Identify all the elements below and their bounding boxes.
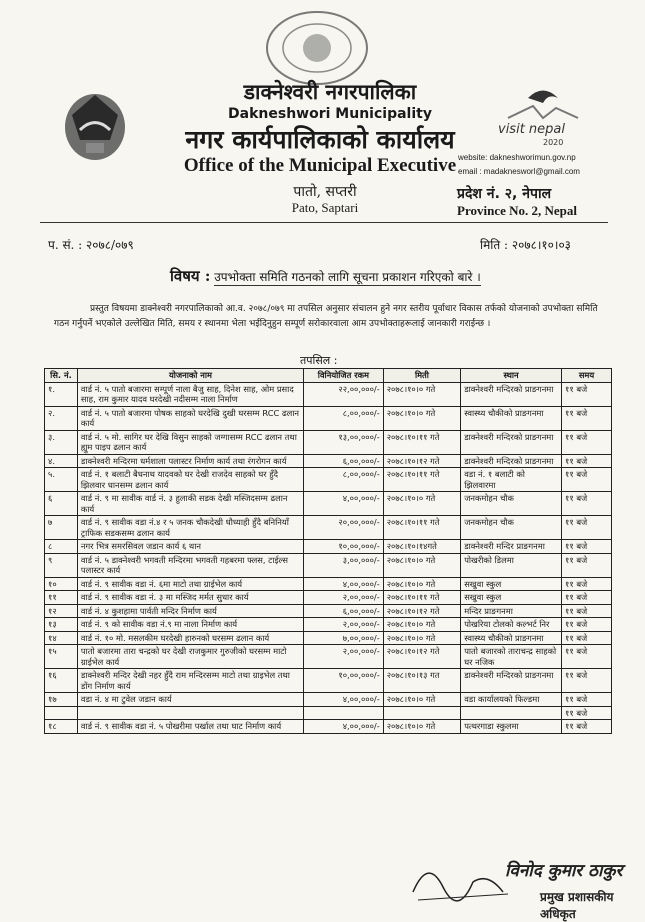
letter-body: प्रस्तुत विषयमा डाक्नेश्वरी नगरपालिकाको आ.व. २०७८/०७९ मा तपसिल अनुसार संचालन हुने नगर स्तरीय पूर्वाधार विकास तर्फको योजनाको उपभोक्ता समिति गठन गर्नुपर्ने भएकोले उल्लेखित मिति, समय र स्थानमा भेला भईदिनुहुन सम्पूर्ण सरोकारवाला आम उपभोक्ताहरूलाई जानकारी गराईन्छ । <box>54 304 598 329</box>
cell-amount: ६,००,०००/- <box>304 454 384 468</box>
cell-date: २०७८।१०।१२ गते <box>383 454 461 468</box>
cell-place: मन्दिर प्राङगनमा <box>461 604 562 618</box>
table-row <box>45 631 612 645</box>
header-time: समय <box>562 369 612 383</box>
cell-project-name: डाक्नेश्वरी मन्दिरमा धर्मशाला पलास्टर निर्माण कार्य तथा रंगरोगन कार्य <box>77 454 303 468</box>
table-row <box>45 604 612 618</box>
cell-date: २०७८।१०।० गते <box>383 618 461 632</box>
cell-place: सखुवा स्कुल <box>461 591 562 605</box>
cell-date: २०७८।१०।१४गते <box>383 540 461 554</box>
header-date: मिती <box>383 369 461 383</box>
cell-place: पातो बजारको ताराचन्द्र साहको घर नजिक <box>461 645 562 669</box>
office-name-np: नगर कार्यपालिकाको कार्यालय <box>185 125 455 154</box>
cell-time: ११ बजे <box>562 645 612 669</box>
table-row <box>45 540 612 554</box>
cell-time: ११ बजे <box>562 577 612 591</box>
cell-date <box>383 706 461 720</box>
cell-sn: ६ <box>45 492 78 516</box>
cell-place: वडा कार्यालयको फिल्डमा <box>461 693 562 707</box>
visit-logo-text: visit nepal <box>498 122 565 137</box>
cell-place: पोखरिया टोलको कल्भर्ट निर <box>461 618 562 632</box>
cell-amount: ४,००,०००/- <box>304 492 384 516</box>
cell-sn: १२ <box>45 604 78 618</box>
visit-logo-year: 2020 <box>543 138 564 147</box>
cell-place: डाक्नेश्वरी मन्दिरको प्राङगनमा <box>461 382 562 406</box>
cell-project-name: वार्ड नं. ९ सावीक वडा नं. ६मा माटो तथा ग्राईभेल कार्य <box>77 577 303 591</box>
cell-amount: १०,००,०००/- <box>304 669 384 693</box>
cell-project-name: नगर भित्र समरसिवल जडान कार्य ६ थान <box>77 540 303 554</box>
cell-project-name <box>77 706 303 720</box>
table-row <box>45 720 612 734</box>
cell-sn: २. <box>45 406 78 430</box>
address-en: Pato, Saptari <box>291 200 359 215</box>
cell-place: डाक्नेश्वरी मन्दिर प्राङगनमा <box>461 540 562 554</box>
cell-place: डाक्नेश्वरी मन्दिरको प्राङगनमा <box>461 454 562 468</box>
cell-sn: १४ <box>45 631 78 645</box>
municipality-name-en: Dakneshwori Municipality <box>228 106 432 122</box>
cell-time: ११ बजे <box>562 631 612 645</box>
cell-date: २०७८।१०।११ गते <box>383 591 461 605</box>
cell-amount: ८,००,०००/- <box>304 468 384 492</box>
cell-time: ११ बजे <box>562 516 612 540</box>
nepal-emblem-icon <box>60 85 130 165</box>
cell-date: २०७८।१०।० गते <box>383 577 461 591</box>
table-header-row <box>45 369 612 383</box>
website-text: website: dakneshworimun.gov.np <box>458 153 576 162</box>
cell-amount: ८,००,०००/- <box>304 406 384 430</box>
table-body <box>45 382 612 733</box>
cell-place <box>461 706 562 720</box>
table-row <box>45 516 612 540</box>
cell-sn: ५. <box>45 468 78 492</box>
cell-project-name: पातो बजारमा तारा चन्द्रको घर देखी राजकुमार गुरुजीको घरसम्म माटो ग्राईभेल कार्य <box>77 645 303 669</box>
cell-sn: ११ <box>45 591 78 605</box>
signatory-title: प्रमुख प्रशासकीय अधिकृत <box>540 890 614 921</box>
cell-date: २०७८।१०।१३ गत <box>383 669 461 693</box>
table-row <box>45 492 612 516</box>
cell-time: ११ बजे <box>562 591 612 605</box>
cell-amount: १०,००,०००/- <box>304 540 384 554</box>
cell-project-name: वार्ड नं. ५ डाक्नेश्वरी भगवती मन्दिरमा भगवती गहबरमा फ्लस, टाईल्स पलास्टर कार्य <box>77 553 303 577</box>
cell-amount: २,००,०००/- <box>304 618 384 632</box>
cell-sn: ७ <box>45 516 78 540</box>
cell-project-name: वार्ड नं. १ बलाटी बैधनाथ यादवको घर देखी राजदेव साहको घर हुँदै झिलवार धानसम्म ढलान कार्य <box>77 468 303 492</box>
cell-amount: ४,००,०००/- <box>304 720 384 734</box>
cell-date: २०७८।१०।१२ गते <box>383 645 461 669</box>
table-row <box>45 406 612 430</box>
table-row <box>45 468 612 492</box>
cell-project-name: वार्ड नं. ९ सावीक वडा नं.४ र ५ जनक चौकदेखी धौध्याही हुँदै बनिनियाँ ट्राफिक सडकसम्म ढलान कार्य <box>77 516 303 540</box>
cell-project-name: वार्ड नं. ५ पातो बजारमा पोषक साहको घरदेखि दुखी घरसम्म RCC ढलान कार्य <box>77 406 303 430</box>
header-place: स्थान <box>461 369 562 383</box>
cell-time: ११ बजे <box>562 406 612 430</box>
cell-place: स्वास्थ्य चौकीको प्राङगनमा <box>461 631 562 645</box>
subject-label: विषय : <box>170 267 211 285</box>
cell-sn: ९ <box>45 553 78 577</box>
cell-place: जनकमोहन चौक <box>461 516 562 540</box>
cell-amount: २२,००,०००/- <box>304 382 384 406</box>
cell-amount: ७,००,०००/- <box>304 631 384 645</box>
cell-place: जनकमोहन चौक <box>461 492 562 516</box>
province-en: Province No. 2, Nepal <box>457 203 577 218</box>
signature-scribble <box>408 852 518 907</box>
cell-time: ११ बजे <box>562 720 612 734</box>
table-row <box>45 669 612 693</box>
cell-time: ११ बजे <box>562 492 612 516</box>
cell-project-name: वार्ड नं. ९ सावीक वडा नं. ५ पोखरीमा पर्खाल तथा घाट निर्माण कार्य <box>77 720 303 734</box>
cell-date: २०७८।१०।० गते <box>383 406 461 430</box>
cell-amount: ३,००,०००/- <box>304 553 384 577</box>
cell-place: डाक्नेश्वरी मन्दिरको प्राङगनमा <box>461 430 562 454</box>
cell-place: स्वास्थ्य चौकीको प्राङगनमा <box>461 406 562 430</box>
table-row <box>45 618 612 632</box>
cell-place: डाक्नेश्वरी मन्दिरको प्राङगनमा <box>461 669 562 693</box>
cell-time: ११ बजे <box>562 669 612 693</box>
cell-project-name: वार्ड नं. ५ पातो बजारमा सम्पूर्ण नाला बैजु साह, दिनेश साह, ओम प्रसाद साह, राम कुमार यादव घरदेखी नदीसम्म नाला निर्माण <box>77 382 303 406</box>
cell-date: २०७८।१०।० गते <box>383 631 461 645</box>
subject-line <box>170 266 510 286</box>
cell-place: पोखरीको डिलमा <box>461 553 562 577</box>
cell-time: ११ बजे <box>562 706 612 720</box>
cell-time: ११ बजे <box>562 604 612 618</box>
table-row <box>45 645 612 669</box>
cell-amount: २०,००,०००/- <box>304 516 384 540</box>
office-name-en: Office of the Municipal Executive <box>183 155 457 176</box>
header-amount: विनियोजित रकम <box>304 369 384 383</box>
cell-sn: ४. <box>45 454 78 468</box>
cell-sn: १. <box>45 382 78 406</box>
table-row <box>45 382 612 406</box>
cell-project-name: डाक्नेश्वरी मन्दिर देखी नहर हुँदै राम मन्दिरसम्म माटो तथा ग्राइभेल तथा डोंग निर्माण कार्य <box>77 669 303 693</box>
cell-amount: १३,००,०००/- <box>304 430 384 454</box>
cell-date: २०७८।१०।० गते <box>383 382 461 406</box>
cell-date: २०७८।१०।० गते <box>383 492 461 516</box>
cell-place: पत्थरगाडा स्कुलमा <box>461 720 562 734</box>
cell-project-name: वडा नं. ४ मा टुवेल जडान कार्य <box>77 693 303 707</box>
visit-nepal-bird-icon <box>488 78 598 148</box>
cell-time: ११ बजे <box>562 553 612 577</box>
signatory-name: विनोद कुमार ठाकुर <box>505 861 623 881</box>
table-row <box>45 706 612 720</box>
header-project-name: योजनाको नाम <box>77 369 303 383</box>
cell-date: २०७८।१०।० गते <box>383 553 461 577</box>
cell-time: ११ बजे <box>562 454 612 468</box>
cell-sn: १८ <box>45 720 78 734</box>
cell-amount: ६,००,०००/- <box>304 604 384 618</box>
subject-text: उपभोक्ता समिति गठनको लागि सूचना प्रकाशन गरिएको बारे । <box>214 270 481 284</box>
cell-time: ११ बजे <box>562 693 612 707</box>
cell-time: ११ बजे <box>562 382 612 406</box>
visit-nepal-logo <box>488 78 598 148</box>
cell-amount: २,००,०००/- <box>304 591 384 605</box>
municipality-name-np: डाक्नेश्वरी नगरपालिका <box>243 80 417 104</box>
reference-number: प. सं. : २०७८/०७९ <box>48 238 134 252</box>
table-row <box>45 553 612 577</box>
email-text: email : madaknesworl@gmail.com <box>458 167 580 176</box>
table-row <box>45 430 612 454</box>
address-np: पातो, सप्तरी <box>293 184 357 200</box>
cell-sn: १७ <box>45 693 78 707</box>
cell-sn <box>45 706 78 720</box>
cell-sn: १३ <box>45 618 78 632</box>
cell-date: २०७८।१०।११ गते <box>383 516 461 540</box>
cell-place: सखुवा स्कुल <box>461 577 562 591</box>
cell-project-name: वार्ड नं. ९ मा सावीक वार्ड नं. ३ हुलाकी सडक देखी मस्जिदसम्म ढलान कार्य <box>77 492 303 516</box>
cell-time: ११ बजे <box>562 468 612 492</box>
cell-sn: १० <box>45 577 78 591</box>
cell-project-name: वार्ड नं. १० मो. मसलकीम घरदेखी हारुनको घरसम्म ढलान कार्य <box>77 631 303 645</box>
cell-project-name: वार्ड नं. ९ सावीक वडा नं. ३ मा मस्जिद मर्मत सुधार कार्य <box>77 591 303 605</box>
table-row <box>45 577 612 591</box>
cell-amount: २,००,०००/- <box>304 645 384 669</box>
cell-time: ११ बजे <box>562 540 612 554</box>
cell-date: २०७८।१०।११ गते <box>383 468 461 492</box>
cell-amount: ४,००,०००/- <box>304 577 384 591</box>
cell-amount <box>304 706 384 720</box>
cell-sn: ८ <box>45 540 78 554</box>
table-caption: तपसिल : <box>300 354 338 367</box>
cell-date: २०७८।१०।० गते <box>383 693 461 707</box>
cell-date: २०७८।१०।० गते <box>383 720 461 734</box>
table-row <box>45 591 612 605</box>
cell-project-name: वार्ड नं. ४ कुशहामा पार्वती मन्दिर निर्माण कार्य <box>77 604 303 618</box>
header-divider <box>40 222 608 223</box>
cell-time: ११ बजे <box>562 430 612 454</box>
table-row <box>45 693 612 707</box>
cell-project-name: वार्ड नं. ९ को सावीक वडा नं.९ मा नाला निर्माण कार्य <box>77 618 303 632</box>
cell-project-name: वार्ड नं. ५ मो. सागिर घर देखि विसुन साहको जग्गासम्म RCC ढलान तथा ह्युम पाइप ढलान कार्य <box>77 430 303 454</box>
project-schedule-table <box>44 368 612 734</box>
cell-date: २०७८।१०।११ गते <box>383 430 461 454</box>
cell-amount: ४,००,०००/- <box>304 693 384 707</box>
cell-date: २०७८।१०।१२ गते <box>383 604 461 618</box>
letter-date: मिति : २०७८।१०।०३ <box>480 238 571 252</box>
cell-time: ११ बजे <box>562 618 612 632</box>
province-np: प्रदेश नं. २, नेपाल <box>457 186 552 202</box>
municipal-seal-icon <box>262 8 372 88</box>
cell-sn: १५ <box>45 645 78 669</box>
cell-sn: ३. <box>45 430 78 454</box>
table-row <box>45 454 612 468</box>
cell-place: वडा नं. १ बलाटी को झिलवारमा <box>461 468 562 492</box>
cell-sn: १६ <box>45 669 78 693</box>
header-sn: सि. नं. <box>45 369 78 383</box>
